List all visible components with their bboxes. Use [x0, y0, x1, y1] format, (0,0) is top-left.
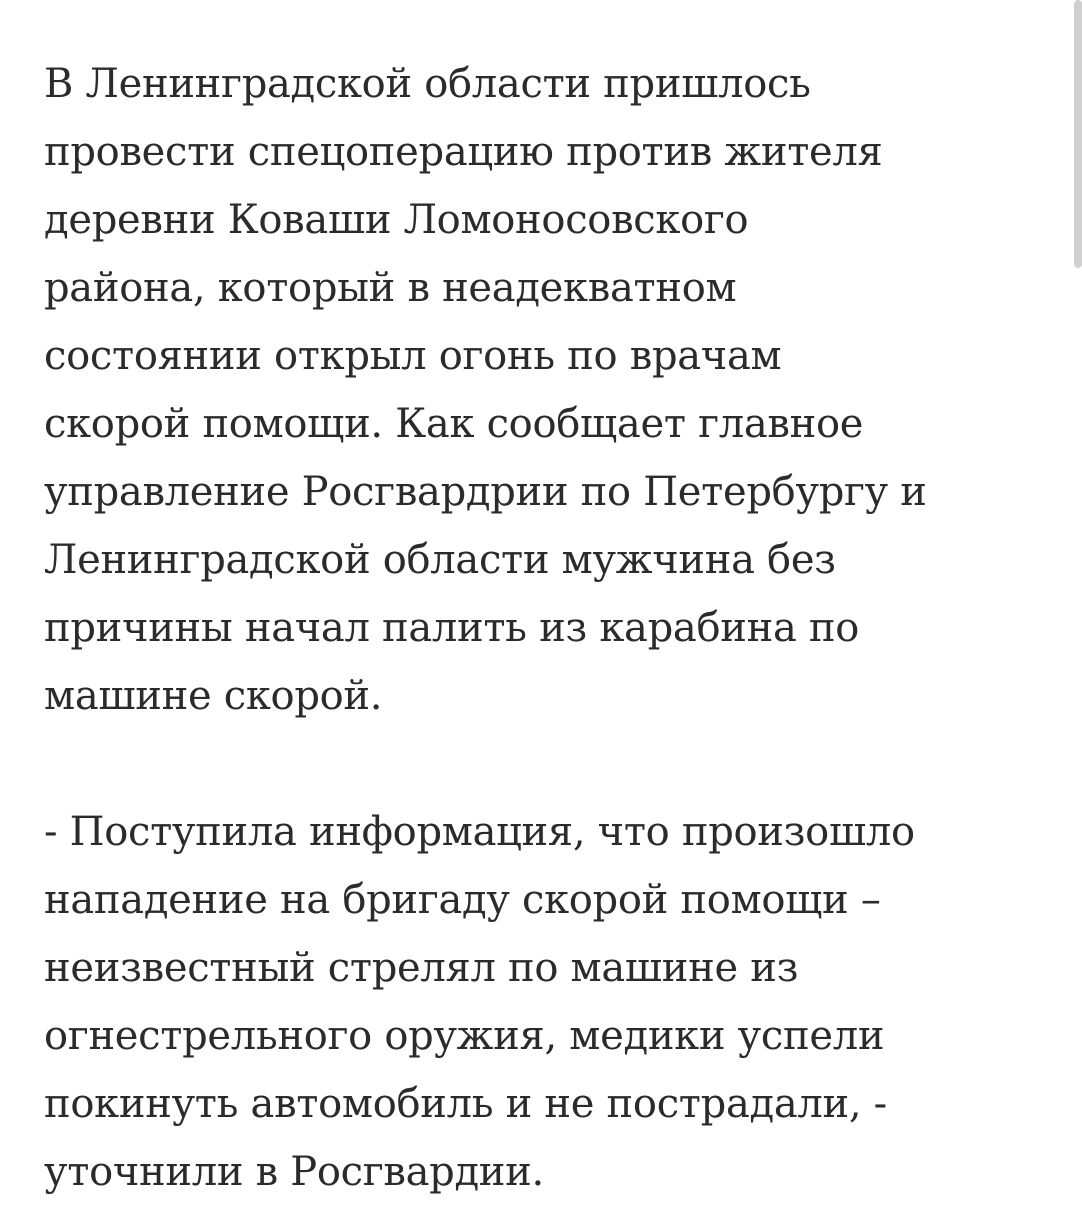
text-line: неизвестный стрелял по машине из	[44, 945, 799, 991]
text-line: покинуть автомобиль и не пострадали, -	[44, 1081, 887, 1127]
scrollbar-thumb[interactable]	[1074, 0, 1082, 268]
text-line: состоянии открыл огонь по врачам	[44, 333, 782, 379]
text-line: причины начал палить из карабина по	[44, 605, 860, 651]
article-body	[44, 50, 1054, 1206]
paragraph-2	[44, 798, 1054, 1206]
text-line: района, который в неадекватном	[44, 265, 737, 311]
text-line: В Ленинградской области пришлось	[44, 61, 811, 107]
text-line: деревни Коваши Ломоносовского	[44, 197, 749, 243]
text-line: скорой помощи. Как сообщает главное	[44, 401, 864, 447]
text-line: Ленинградской области мужчина без	[44, 537, 836, 583]
text-line: провести спецоперацию против жителя	[44, 129, 883, 175]
paragraph-1	[44, 50, 1054, 730]
text-line: огнестрельного оружия, медики успели	[44, 1013, 885, 1059]
text-line: нападение на бригаду скорой помощи –	[44, 877, 881, 923]
text-line: уточнили в Росгвардии.	[44, 1149, 544, 1195]
text-line: машине скорой.	[44, 673, 383, 719]
text-line: управление Росгвардрии по Петербургу и	[44, 469, 927, 515]
text-line: - Поступила информация, что произошло	[44, 809, 915, 855]
